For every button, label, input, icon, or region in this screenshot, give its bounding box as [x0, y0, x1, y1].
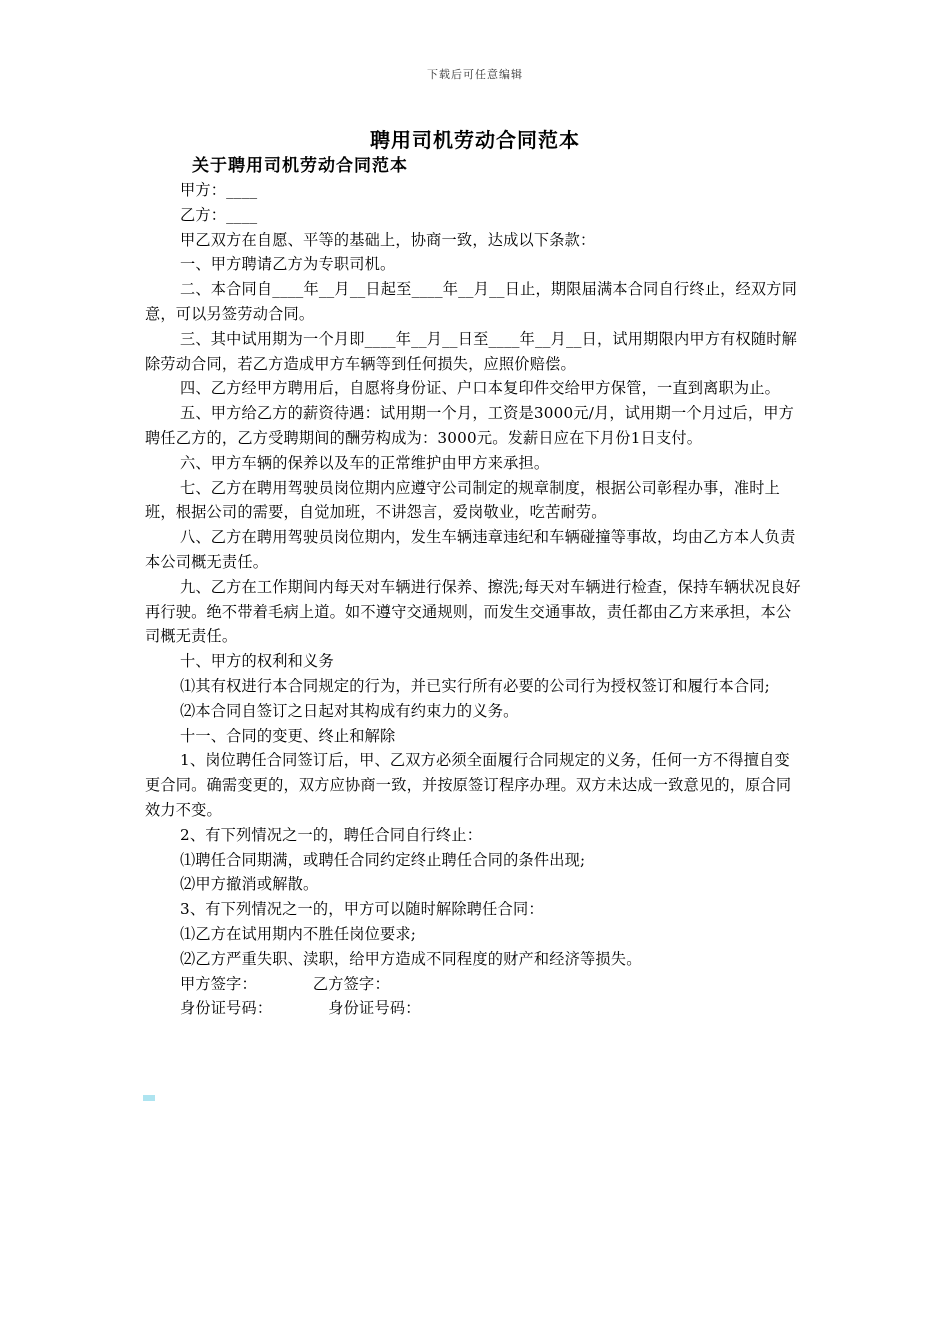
- corner-mark: [143, 1095, 155, 1101]
- clause-3: 三、其中试用期为一个月即____年__月__日至____年__月__日，试用期限内甲方有权随时解除劳动合同，若乙方造成甲方车辆等到任何损失，应照价赔偿。: [145, 329, 798, 373]
- clause-10-item-1: ⑴其有权进行本合同规定的行为，并已实行所有必要的公司行为授权签订和履行本合同;: [179, 676, 770, 695]
- clause-9: 九、乙方在工作期间内每天对车辆进行保养、擦洗;每天对车辆进行检查，保持车辆状况良好再行驶。绝不带着毛病上道。如不遵守交通规则，而发生交通事故，责任都由乙方来承担，本公司概无责任。: [145, 577, 801, 646]
- clause-11-item-1: 1、岗位聘任合同签订后，甲、乙双方必须全面履行合同规定的义务，任何一方不得擅自变更合同。确需变更的，双方应协商一致，并按原签订程序办理。双方未达成一致意见的，原合同效力不变。: [145, 751, 792, 819]
- contract-body: [145, 178, 805, 1021]
- clause-11-item-3-sub-2: ⑵乙方严重失职、渎职，给甲方造成不同程度的财产和经济等损失。: [179, 949, 642, 968]
- party-a-id-label: 身份证号码：: [179, 999, 273, 1018]
- clause-4: 四、乙方经甲方聘用后，自愿将身份证、户口本复印件交给甲方保管，一直到离职为止。: [179, 379, 781, 398]
- clause-11-item-3: 3、有下列情况之一的，甲方可以随时解除聘任合同：: [179, 900, 544, 919]
- clause-7: 七、乙方在聘用驾驶员岗位期内应遵守公司制定的规章制度，根据公司彰程办事，准时上班，根据公司的需要，自觉加班，不讲怨言，爱岗敬业，吃苦耐劳。: [145, 478, 781, 522]
- clause-11-item-2: 2、有下列情况之一的，聘任合同自行终止：: [179, 825, 483, 844]
- clause-11-item-2-sub-1: ⑴聘任合同期满，或聘任合同约定终止聘任合同的条件出现;: [179, 850, 586, 869]
- party-b-signature-label: 乙方签字：: [312, 974, 390, 993]
- document-subtitle: 关于聘用司机劳动合同范本: [192, 156, 408, 176]
- clause-6: 六、甲方车辆的保养以及车的正常维护由甲方来承担。: [179, 453, 550, 472]
- party-a-line: 甲方：____: [179, 181, 258, 199]
- clause-1: 一、甲方聘请乙方为专职司机。: [179, 255, 396, 274]
- id-number-line: [145, 996, 805, 1021]
- clause-5: 五、甲方给乙方的薪资待遇：试用期一个月，工资是3000元/月，试用期一个月过后，甲方聘任乙方的，乙方受聘期间的酬劳构成为：3000元。发薪日应在下月份1日支付。: [145, 404, 795, 447]
- clause-11-heading: 十一、合同的变更、终止和解除: [179, 726, 396, 745]
- header-note: 下载后可任意编辑: [427, 68, 523, 81]
- signature-line: [145, 972, 805, 997]
- clause-2: 二、本合同自____年__月__日起至____年__月__日止，期限届满本合同自行终止，经双方同意，可以另签劳动合同。: [145, 280, 798, 323]
- document-title: 聘用司机劳动合同范本: [370, 128, 580, 152]
- clause-11-item-2-sub-2: ⑵甲方撤消或解散。: [179, 875, 319, 894]
- clause-10-item-2: ⑵本合同自签订之日起对其构成有约束力的义务。: [179, 701, 519, 720]
- party-b-line: 乙方：____: [179, 205, 258, 224]
- party-b-id-label: 身份证号码：: [328, 999, 421, 1018]
- preamble: 甲乙双方在自愿、平等的基础上，协商一致，达成以下条款：: [179, 230, 596, 249]
- clause-11-item-3-sub-1: ⑴乙方在试用期内不胜任岗位要求;: [179, 924, 417, 943]
- party-a-signature-label: 甲方签字：: [179, 974, 257, 993]
- clause-10-heading: 十、甲方的权利和义务: [179, 652, 334, 671]
- clause-8: 八、乙方在聘用驾驶员岗位期内，发生车辆违章违纪和车辆碰撞等事故，均由乙方本人负责本公司概无责任。: [145, 528, 796, 571]
